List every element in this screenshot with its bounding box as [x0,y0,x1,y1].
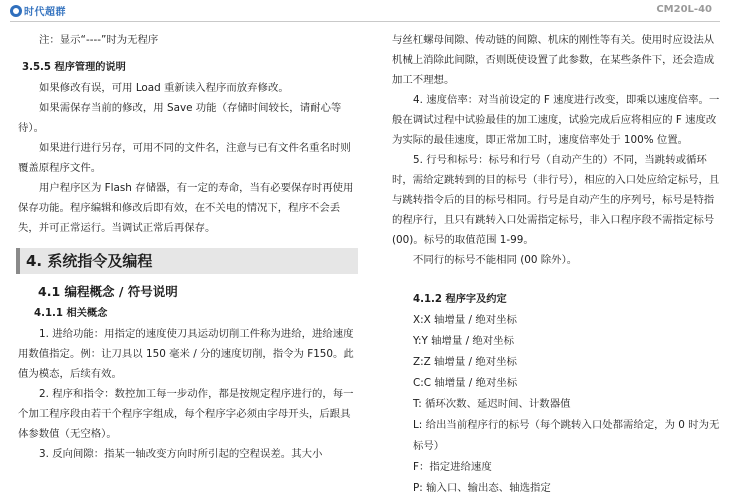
list-item: Y:Y 轴增量 / 绝对坐标 [413,335,514,347]
paragraph: 不同行的标号不能相同 (00 除外）。 [413,254,578,266]
concept-backlash: 3. 反向间隙：指某一轴改变方向时所引起的空程误差。其大小 [39,448,323,460]
section-3-5-5-title: 3.5.5 程序管理的说明 [22,62,126,73]
paragraph: 如果修改有误，可用 Load 重新读入程序而放弃修改。 [39,82,289,94]
company-logo [10,3,66,18]
list-item: Z:Z 轴增量 / 绝对坐标 [413,356,517,368]
list-item: C:C 轴增量 / 绝对坐标 [413,377,518,389]
logo-text: 时代超群 [24,7,66,18]
concept-feed: 1. 进给功能：用指定的速度使刀具运动切削工件称为进给，进给速度用数值指定。例：让刀具以 150 毫米 / 分的速度切削，指令为 F150。此值为模态，后续有效。 [18,328,354,380]
concept-line-label: 5. 行号和标号：标号和行号（自动产生的）不同，当跳转或循环时，需给定跳转到的目的标号（非行号），相应的入口处应给定标号，且与跳转指令后的目的标号相同。行号是自动产生的序列号，标号是特指的程序行，且只有跳转入口处需指定标号，非入口程序段不需指定标号 (00)。标号的取值范围 1-99。 [392,154,720,246]
header-divider [10,21,720,22]
list-item: F：指定进给速度 [413,461,492,473]
page-header [0,0,730,22]
logo-icon [10,5,22,17]
concept-speed-override: 4. 速度倍率：对当前设定的 F 速度进行改变，即乘以速度倍率。一般在调试过程中试验最佳的加工速度，试验完成后应将相应的 F 速度改为实际的最佳速度，即正常加工时，速度倍率处于 100% 位置。 [392,94,720,146]
section-4-1-1-title: 4.1.1 相关概念 [34,308,108,319]
list-item: T: 循环次数、延迟时间、计数器值 [413,398,571,410]
left-column [18,30,358,464]
paragraph: 用户程序区为 Flash 存储器，有一定的寿命，当有必要保存时再使用保存功能。程序编辑和修改后即有效，在不关电的情况下，程序不会丢失，并可正常运行。当调试正常后再保存。 [18,182,354,234]
note-text: 注：显示“----”时为无程序 [39,34,159,46]
chapter-title: 4. 系统指令及编程 [16,248,358,274]
section-4-1-2-title: 4.1.2 程序字及约定 [413,294,507,305]
model-number: CM20L-40 [656,4,712,15]
section-4-1-title: 4.1 编程概念 / 符号说明 [38,284,178,299]
list-item: P: 输入口、输出态、轴选指定 [413,482,551,494]
paragraph: 与丝杠螺母间隙、传动链的间隙、机床的刚性等有关。使用时应设法从机械上消除此间隙，否则既使设置了此参数，在某些条件下，还会造成加工不理想。 [392,34,715,86]
concept-program: 2. 程序和指令：数控加工每一步动作，都是按规定程序进行的，每一个加工程序段由若干个程序字组成，每个程序字必须由字母开头，后跟具体参数值（无空格）。 [18,388,354,440]
list-item: L: 给出当前程序行的标号（每个跳转入口处都需给定，为 0 时为无标号） [413,419,720,452]
right-column [392,30,722,499]
list-item: X:X 轴增量 / 绝对坐标 [413,314,517,326]
paragraph: 如果进行进行另存，可用不同的文件名，注意与已有文件名重名时则覆盖原程序文件。 [18,142,351,174]
paragraph: 如果需保存当前的修改，用 Save 功能（存储时间较长，请耐心等待）。 [18,102,342,134]
